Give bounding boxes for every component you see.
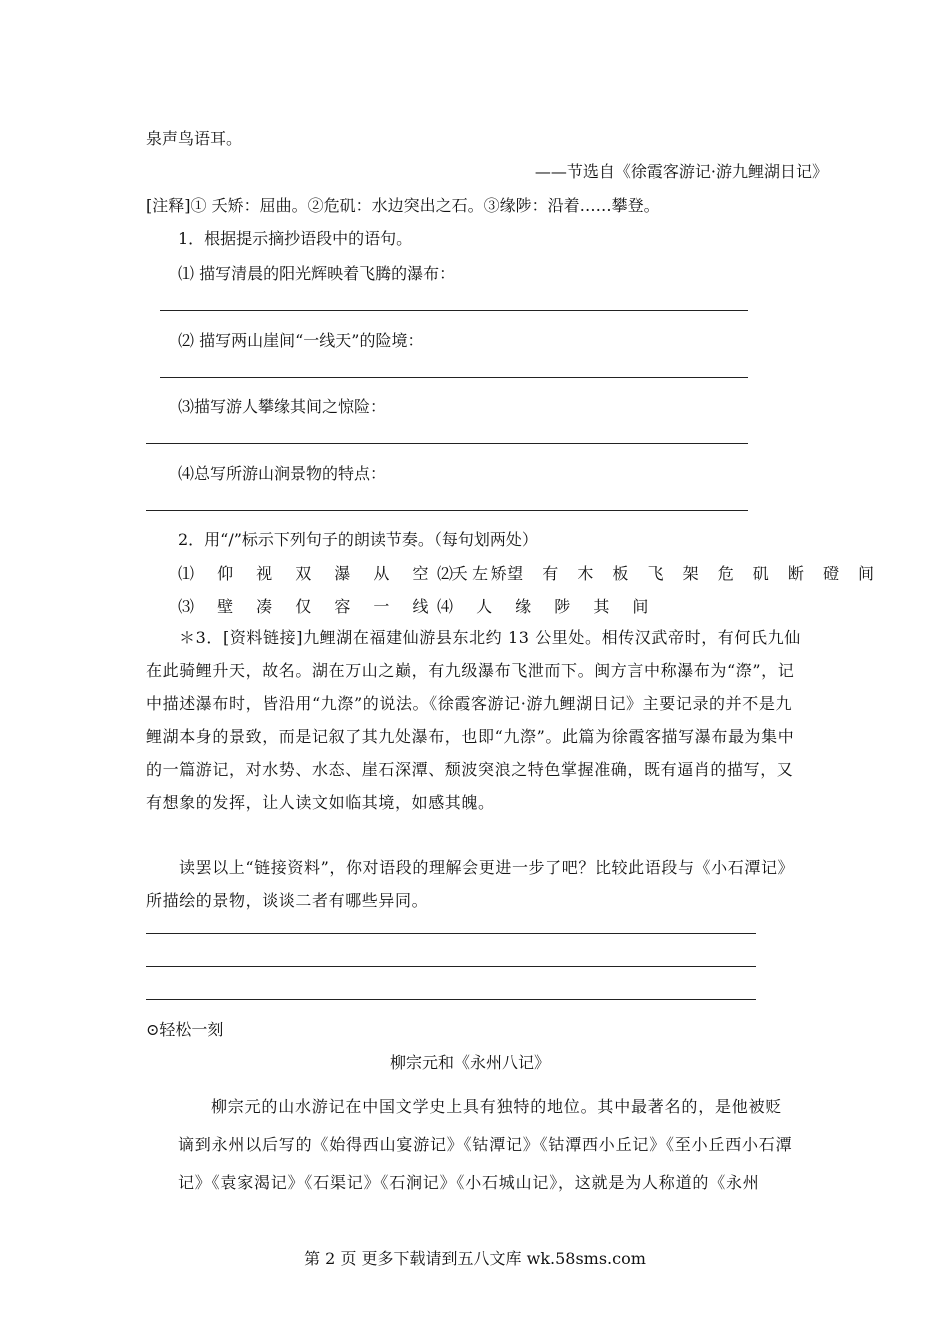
passage-tail: 泉声鸟语耳。 [146, 129, 243, 148]
answer-line [146, 933, 756, 934]
q1-title: 1．根据提示摘抄语段中的语句。 [178, 229, 413, 248]
answer-line [160, 377, 748, 378]
q2-item-4: ⑷ 人 缘 陟 其 间 [437, 597, 658, 616]
answer-line [146, 966, 756, 967]
q2-title: 2．用“/”标示下列句子的朗读节奏。（每句划两处） [178, 530, 538, 549]
q3-paragraph: ＊3．[资料链接]九鲤湖在福建仙游县东北约 13 公里处。相传汉武帝时，有何氏九仙在此骑鲤升天，故名。湖在万山之巅，有九级瀑布飞泄而下。闽方言中称瀑布为“漈”，记中描述瀑布时，皆沿用“九漈”的说法。《徐霞客游记·游九鲤湖日记》主要记录的并不是九鲤湖本身的景致，而是记叙了其九处瀑布，也即“九漈”。此篇为徐霞客描写瀑布最为集中的一篇游记，对水势、水态、崖石深潭、颓波突浪之特色掌握准确，既有逼肖的描写，又有想象的发挥，让人读文如临其境，如感其魄。 [146, 628, 801, 812]
q2-item-2: ⑵ 左 望 有 木 板 飞 架 危 矶 断 磴 间 [437, 564, 882, 583]
q1-item-2: ⑵ 描写两山崖间“一线天”的险境： [178, 331, 424, 350]
page-footer: 第 2 页 更多下载请到五八文库 wk.58sms.com [304, 1249, 646, 1268]
answer-line [160, 310, 748, 311]
relax-heading: ⊙轻松一刻 [146, 1020, 224, 1039]
q1-item-4: ⑷总写所游山涧景物的特点： [178, 464, 387, 483]
q2-item-3: ⑶ 壁 凑 仅 容 一 线 [178, 597, 438, 616]
source-credit: ——节选自《徐霞客游记·游九鲤湖日记》 [534, 162, 828, 181]
q1-item-1: ⑴ 描写清晨的阳光辉映着飞腾的瀑布： [178, 264, 456, 283]
q3-question: 读罢以上“链接资料”，你对语段的理解会更进一步了吧？比较此语段与《小石潭记》所描绘的景物，谈谈二者有哪些异同。 [146, 858, 795, 910]
relax-body: 柳宗元的山水游记在中国文学史上具有独特的地位。其中最著名的，是他被贬谪到永州以后写的《始得西山宴游记》《钴潭记》《钴潭西小丘记》《至小丘西小石潭记》《袁家渴记》《石渠记》《石涧记》《小石城山记》，这就是为人称道的《永州 [178, 1097, 793, 1192]
answer-line [146, 443, 748, 444]
relax-title: 柳宗元和《永州八记》 [389, 1053, 550, 1072]
q2-item-1: ⑴ 仰 视 双 瀑 从 空 夭 矫 [178, 564, 516, 583]
q1-item-3: ⑶描写游人攀缘其间之惊险： [178, 397, 387, 416]
answer-line [146, 999, 756, 1000]
answer-line [146, 510, 748, 511]
annotation-notes: [注释]① 夭矫：屈曲。②危矶：水边突出之石。③缘陟：沿着……攀登。 [146, 196, 660, 215]
